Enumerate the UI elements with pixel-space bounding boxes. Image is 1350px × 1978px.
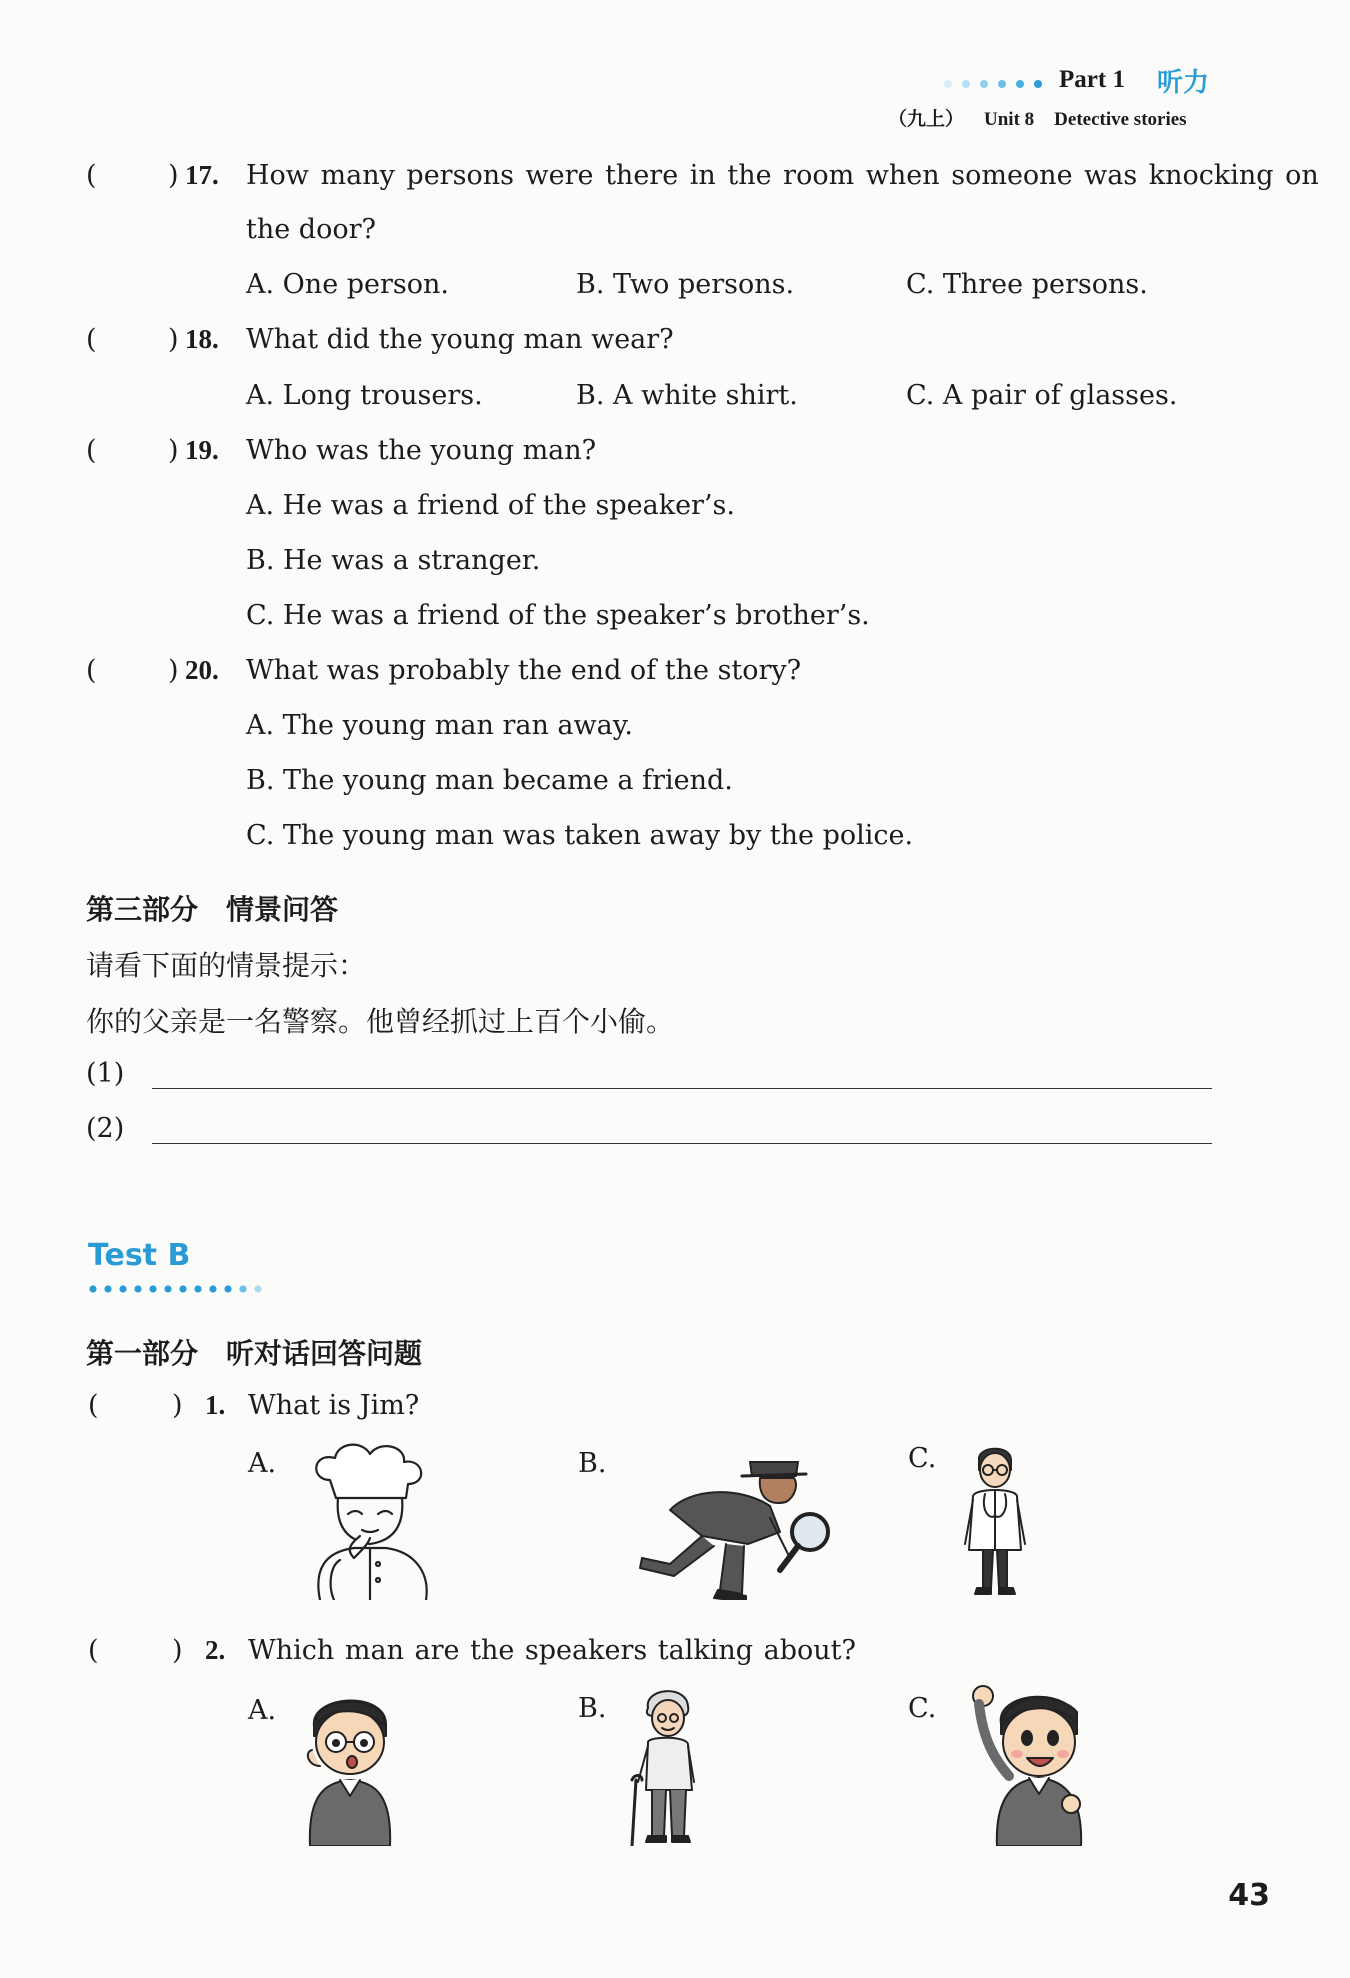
page-number: 43 bbox=[1228, 1878, 1270, 1913]
answer-line-2[interactable] bbox=[152, 1143, 1212, 1144]
option-c: C. The young man was taken away by the police. bbox=[246, 820, 914, 851]
header-unit: Unit 8 bbox=[984, 109, 1035, 130]
question-stem-cont: the door? bbox=[246, 214, 376, 245]
option-a-label: A. bbox=[248, 1695, 277, 1726]
part3-prompt: 请看下面的情景提示： bbox=[86, 949, 367, 982]
header-unit-title: Detective stories bbox=[1054, 109, 1187, 130]
old-man-with-cane-illustration[interactable] bbox=[630, 1686, 710, 1846]
part3-heading: 第三部分 情景问答 bbox=[86, 893, 339, 926]
option-c-label: C. bbox=[908, 1693, 937, 1724]
option-c: C. He was a friend of the speaker’s brother’s. bbox=[246, 600, 870, 631]
chef-illustration[interactable] bbox=[300, 1440, 440, 1600]
answer-paren-close: ) bbox=[172, 1635, 183, 1666]
option-b-label: B. bbox=[578, 1693, 607, 1724]
option-a-label: A. bbox=[248, 1448, 277, 1479]
answer-paren-open[interactable]: ( bbox=[86, 324, 97, 355]
option-c: C. Three persons. bbox=[906, 269, 1148, 300]
option-b: B. He was a stranger. bbox=[246, 545, 541, 576]
question-stem: What was probably the end of the story? bbox=[246, 655, 802, 686]
question-number: 1. bbox=[205, 1390, 226, 1420]
boy-with-glasses-illustration[interactable] bbox=[300, 1686, 400, 1846]
question-number: 19. bbox=[185, 435, 219, 465]
option-a: A. Long trousers. bbox=[246, 380, 483, 411]
option-c-label: C. bbox=[908, 1443, 937, 1474]
option-c: C. A pair of glasses. bbox=[906, 380, 1178, 411]
detective-illustration[interactable] bbox=[630, 1440, 840, 1600]
option-b-label: B. bbox=[578, 1448, 607, 1479]
option-a: A. One person. bbox=[246, 269, 450, 300]
answer-paren-close: ) bbox=[168, 655, 179, 686]
question-stem: Who was the young man? bbox=[246, 435, 597, 466]
answer-paren-close: ) bbox=[168, 435, 179, 466]
answer-paren-open[interactable]: ( bbox=[86, 435, 97, 466]
answer-paren-open[interactable]: ( bbox=[86, 655, 97, 686]
question-number: 18. bbox=[185, 324, 219, 354]
header-subtitle bbox=[888, 104, 1187, 131]
question-number: 17. bbox=[185, 160, 219, 190]
header-part: Part 1 bbox=[1059, 66, 1125, 93]
header-listening: 听力 bbox=[1157, 68, 1210, 98]
test-b-part1-heading: 第一部分 听对话回答问题 bbox=[86, 1337, 423, 1370]
question-stem: How many persons were there in the room when someone was knocking on bbox=[246, 160, 1319, 191]
header-grade: （九上） bbox=[888, 109, 965, 130]
answer-paren-open[interactable]: ( bbox=[86, 160, 97, 191]
answer-line-1[interactable] bbox=[152, 1088, 1212, 1089]
option-b: B. Two persons. bbox=[576, 269, 795, 300]
test-b-dots-decoration bbox=[88, 1282, 268, 1296]
answer-paren-open[interactable]: ( bbox=[88, 1390, 99, 1421]
doctor-illustration[interactable] bbox=[955, 1440, 1035, 1600]
answer-paren-close: ) bbox=[172, 1390, 183, 1421]
question-stem: Which man are the speakers talking about? bbox=[248, 1635, 856, 1666]
test-b-title: Test B bbox=[88, 1238, 191, 1273]
answer-line-label-1: (1) bbox=[86, 1058, 125, 1089]
question-stem: What is Jim? bbox=[248, 1390, 420, 1421]
header-dots-decoration bbox=[942, 76, 1052, 92]
answer-paren-close: ) bbox=[168, 324, 179, 355]
part3-scenario: 你的父亲是一名警察。他曾经抓过上百个小偷。 bbox=[86, 1005, 675, 1038]
option-b: B. The young man became a friend. bbox=[246, 765, 733, 796]
question-stem: What did the young man wear? bbox=[246, 324, 674, 355]
answer-paren-open[interactable]: ( bbox=[88, 1635, 99, 1666]
answer-line-label-2: (2) bbox=[86, 1113, 125, 1144]
question-number: 2. bbox=[205, 1635, 226, 1665]
option-a: A. The young man ran away. bbox=[246, 710, 633, 741]
option-a: A. He was a friend of the speaker’s. bbox=[246, 490, 735, 521]
option-b: B. A white shirt. bbox=[576, 380, 798, 411]
question-number: 20. bbox=[185, 655, 219, 685]
answer-paren-close: ) bbox=[168, 160, 179, 191]
cheering-boy-illustration[interactable] bbox=[965, 1680, 1095, 1846]
